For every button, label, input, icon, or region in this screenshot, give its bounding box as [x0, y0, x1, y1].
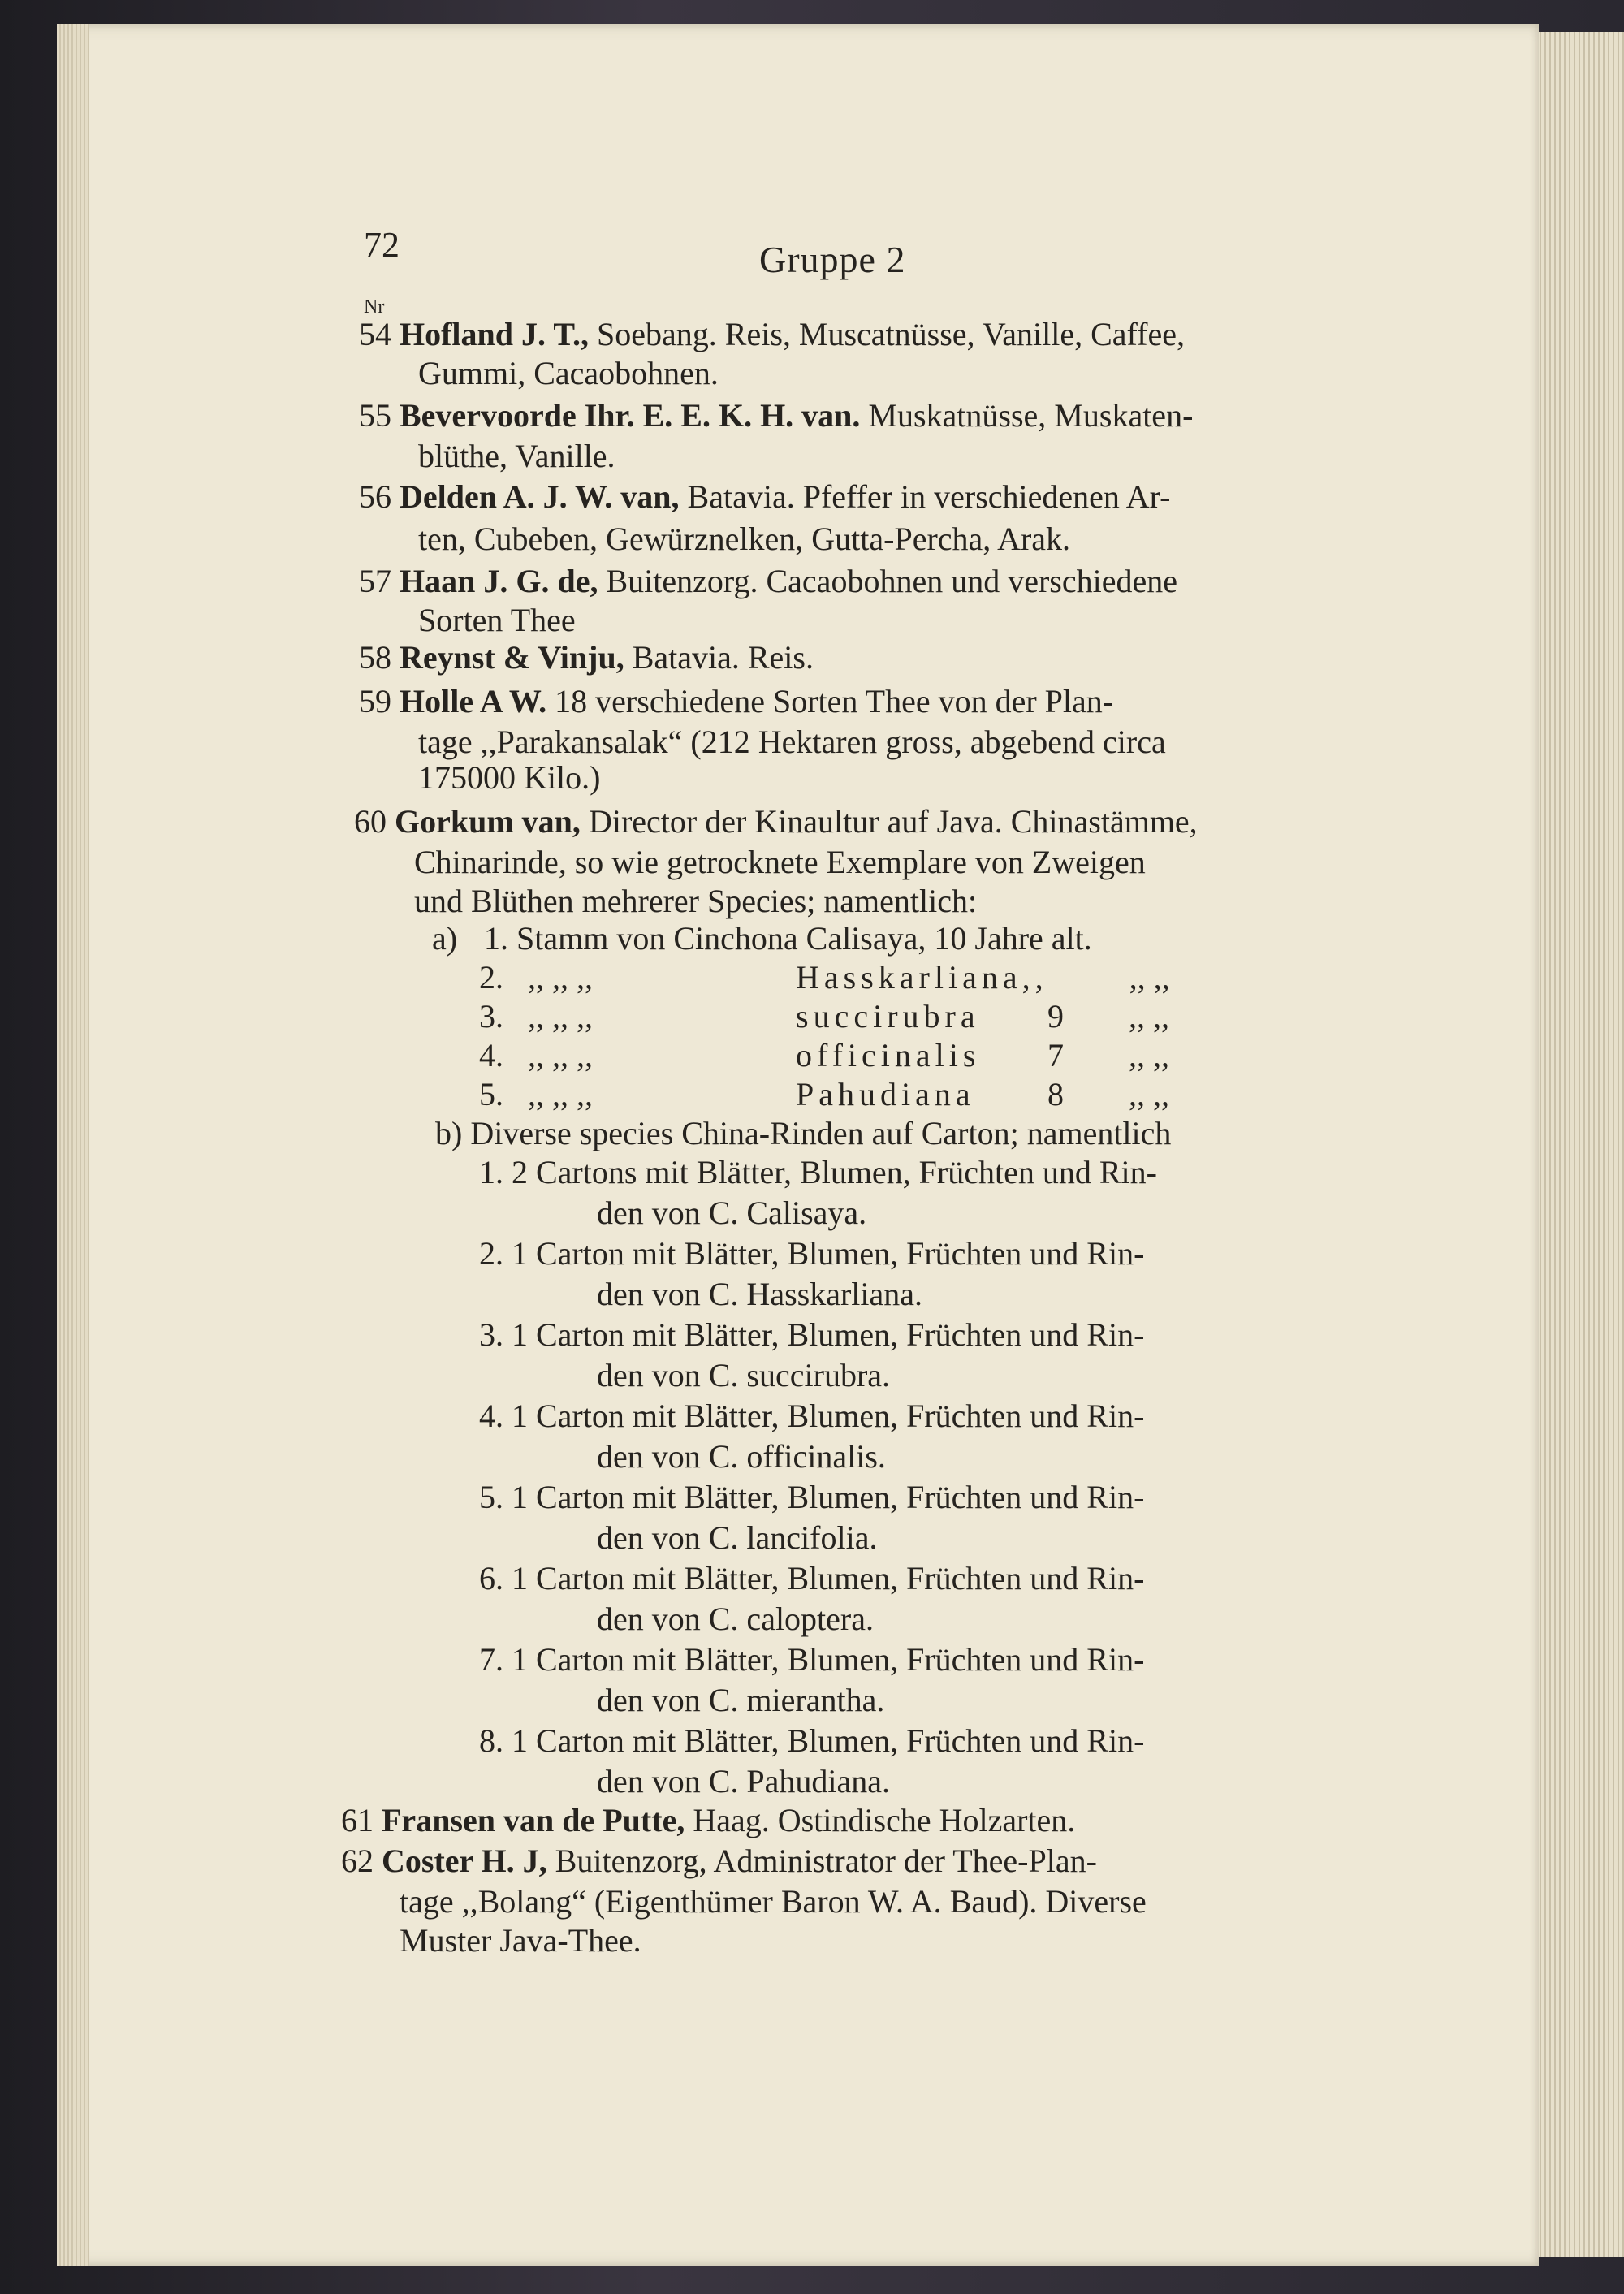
section-b-intro: b) Diverse species China-Rinden auf Carton; namentlich [435, 1115, 1172, 1151]
entry-number: 58 [359, 639, 391, 676]
entry-text: Muskatnüsse, Muskaten- [868, 397, 1194, 434]
section-b-row-2-cont: den von C. Hasskarliana. [597, 1276, 923, 1312]
section-b-row-6-cont: den von C. caloptera. [597, 1601, 874, 1637]
section-b-row-3-cont: den von C. succirubra. [597, 1357, 891, 1393]
exhibitor-name: Fransen van de Putte, [382, 1802, 685, 1838]
entry-59 [359, 684, 1113, 719]
entry-62-cont-1: tage ,,Bolang“ (Eigenthümer Baron W. A. Baud). Diverse [400, 1883, 1147, 1920]
entry-60-cont-2: und Blüthen mehrerer Species; namentlich: [414, 883, 978, 919]
exhibitor-name: Bevervoorde Ihr. E. E. K. H. van. [400, 397, 861, 434]
entry-57 [359, 564, 1177, 599]
section-b-row-5: 5. 1 Carton mit Blätter, Blumen, Früchten und Rin- [479, 1479, 1145, 1515]
entry-number: 57 [359, 563, 391, 599]
entry-55-cont: blüthe, Vanille. [418, 438, 615, 474]
entry-58 [359, 640, 814, 676]
entry-59-cont-1: tage ,,Parakansalak“ (212 Hektaren gross, abgebend circa [418, 724, 1166, 760]
exhibitor-name: Haan J. G. de, [400, 563, 598, 599]
entry-text: Soebang. Reis, Muscatnüsse, Vanille, Caffee, [597, 316, 1185, 352]
section-a-row-5: 5. ,, ,, ,, Pahudiana 8 ,, ,, [479, 1076, 1169, 1112]
entry-number: 62 [341, 1843, 374, 1879]
entry-61 [341, 1803, 1075, 1838]
entry-text: Buitenzorg. Cacaobohnen und verschiedene [606, 563, 1177, 599]
section-b-row-1: 1. 2 Cartons mit Blätter, Blumen, Früchten und Rin- [479, 1154, 1157, 1190]
section-a-label: a) [432, 920, 458, 957]
entry-55 [359, 398, 1193, 434]
entry-number: 61 [341, 1802, 374, 1838]
entry-60 [354, 804, 1198, 840]
section-a-row-3: 3. ,, ,, ,, succirubra 9 ,, ,, [479, 998, 1169, 1035]
page-number: 72 [364, 225, 400, 265]
section-b-row-8-cont: den von C. Pahudiana. [597, 1763, 891, 1799]
section-b-row-2: 2. 1 Carton mit Blätter, Blumen, Früchten und Rin- [479, 1235, 1145, 1272]
entry-54 [359, 317, 1185, 352]
section-b-row-4: 4. 1 Carton mit Blätter, Blumen, Früchten und Rin- [479, 1398, 1145, 1434]
entry-62-cont-2: Muster Java-Thee. [400, 1922, 641, 1959]
nr-label: Nr [364, 296, 385, 318]
section-b-row-3: 3. 1 Carton mit Blätter, Blumen, Früchten und Rin- [479, 1316, 1145, 1353]
exhibitor-name: Holle A W. [400, 683, 547, 719]
exhibitor-name: Gorkum van, [395, 803, 581, 840]
section-b-row-4-cont: den von C. officinalis. [597, 1438, 886, 1475]
exhibitor-name: Coster H. J, [382, 1843, 547, 1879]
entry-text: 18 verschiedene Sorten Thee von der Plan- [555, 683, 1114, 719]
entry-number: 59 [359, 683, 391, 719]
entry-62 [341, 1843, 1097, 1879]
entry-56-cont: ten, Cubeben, Gewürznelken, Gutta-Percha, Arak. [418, 521, 1071, 557]
section-a-row-1: 1. Stamm von Cinchona Calisaya, 10 Jahre alt. [484, 920, 1092, 957]
entry-59-cont-2: 175000 Kilo.) [418, 759, 601, 796]
section-b-row-7-cont: den von C. mierantha. [597, 1682, 885, 1718]
entry-56 [359, 479, 1170, 515]
entry-number: 55 [359, 397, 391, 434]
entry-text: Batavia. Reis. [632, 639, 814, 676]
entry-number: 54 [359, 316, 391, 352]
entry-number: 60 [354, 803, 387, 840]
entry-54-cont: Gummi, Cacaobohnen. [418, 355, 719, 391]
section-b-row-7: 7. 1 Carton mit Blätter, Blumen, Früchten und Rin- [479, 1641, 1145, 1678]
entry-number: 56 [359, 478, 391, 515]
entry-60-cont-1: Chinarinde, so wie getrocknete Exemplare von Zweigen [414, 844, 1146, 880]
section-a-row-4: 4. ,, ,, ,, officinalis 7 ,, ,, [479, 1037, 1169, 1074]
exhibitor-name: Delden A. J. W. van, [400, 478, 680, 515]
entry-text: Buitenzorg, Administrator der Thee-Plan- [555, 1843, 1097, 1879]
page-title: Gruppe 2 [759, 239, 906, 280]
entry-text: Haag. Ostindische Holzarten. [693, 1802, 1076, 1838]
exhibitor-name: Hofland J. T., [400, 316, 590, 352]
entry-text: Batavia. Pfeffer in verschiedenen Ar- [687, 478, 1171, 515]
section-a-row-2: 2. ,, ,, ,, Hasskarliana,, ,, ,, [479, 959, 1170, 996]
exhibitor-name: Reynst & Vinju, [400, 639, 624, 676]
section-b-row-8: 8. 1 Carton mit Blätter, Blumen, Früchten und Rin- [479, 1722, 1145, 1759]
entry-text: Director der Kinaultur auf Java. Chinastämme, [588, 803, 1198, 840]
section-b-row-6: 6. 1 Carton mit Blätter, Blumen, Früchten und Rin- [479, 1560, 1145, 1596]
section-b-row-1-cont: den von C. Calisaya. [597, 1195, 867, 1231]
entry-57-cont: Sorten Thee [418, 602, 576, 638]
section-b-row-5-cont: den von C. lancifolia. [597, 1519, 878, 1556]
